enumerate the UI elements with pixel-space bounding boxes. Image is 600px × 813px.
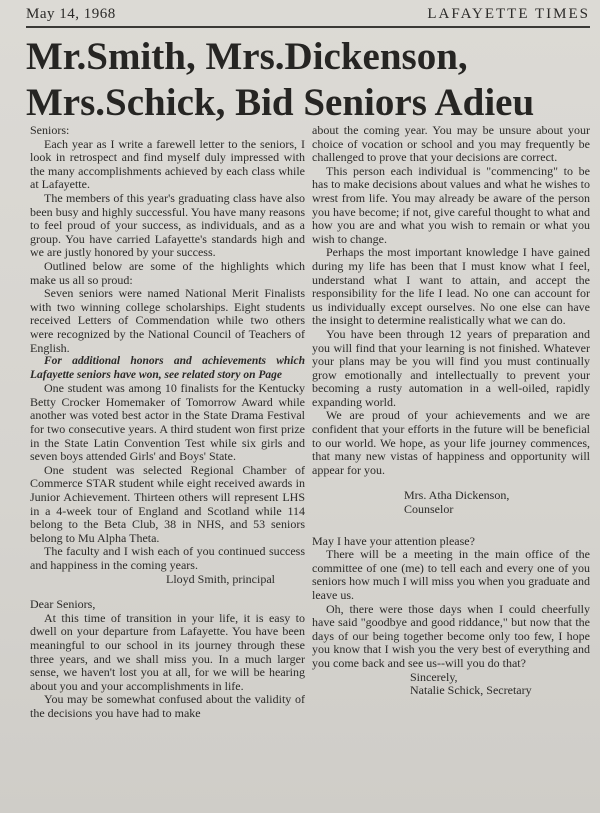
paragraph: Outlined below are some of the highlights which make us all so proud: <box>30 258 305 287</box>
signature-counselor-name: Mrs. Atha Dickenson, <box>404 488 510 503</box>
right-column <box>312 124 590 698</box>
paragraph: The members of this year's graduating class have also been busy and highly successful. You have many reasons to feel proud of your success, as individuals, and as a group. You have carried Lafayette's standards high and we are justly honored by your success. <box>30 190 305 260</box>
paragraph: There will be a meeting in the main office of the committee of one (me) to tell each and every one of you seniors how much I will miss you when you graduate and leave us. <box>312 547 590 602</box>
paragraph: May I have your attention please? <box>312 533 475 548</box>
paragraph: One student was selected Regional Chamber of Commerce STAR student while eight received awards in Junior Achievement. Thirteen others will represent LHS in a 4-week tour of England and Scotland while 114 belong to the Beta Club, 38 in NHS, and 53 seniors belong to Mu Alpha Theta. <box>30 462 305 545</box>
paragraph: You may be somewhat confused about the validity of the decisions you have had to make <box>30 692 305 720</box>
signature-secretary: Natalie Schick, Secretary <box>410 683 532 698</box>
newspaper-name: LAFAYETTE TIMES <box>427 6 590 22</box>
paragraph: Seven seniors were named National Merit Finalists with two winning college scholarships. Eight students received Letters of Commendation while two others were recognized by the National Council of Teachers of English. <box>30 286 305 355</box>
closing: Sincerely, <box>410 669 458 684</box>
salutation: Seniors: <box>30 123 70 137</box>
left-column <box>30 124 305 721</box>
editor-note: For additional honors and achievements which Lafayette seniors have won, see related story on Page <box>30 355 305 381</box>
paragraph: One student was among 10 finalists for the Kentucky Betty Crocker Homemaker of Tomorrow Award while another was voted best actor in the State Drama Festival for two consecutive years. A third student won first prize in the State Latin Convention Test while six girls and seven boys attended Girls' and Boys' State. <box>30 381 305 464</box>
paragraph: Perhaps the most important knowledge I have gained during my life has been that I must know what I feel, understand what I want to attain, and accept the responsibility for the life I lead. No one can account for us individually except ourselves. No one else can have the insight to determine realistically what we can do. <box>312 245 590 328</box>
paragraph: about the coming year. You may be unsure about your choice of vocation or school and you may frequently be challenged to prove that your decisions are correct. <box>312 123 590 165</box>
signature-principal: Lloyd Smith, principal <box>166 571 275 586</box>
paragraph: You have been through 12 years of preparation and you will find that your learning is not finished. Whatever your plans may be you will find you must continually grow emotionally and intellectually to prevent your becoming a rusty automation in a well-oiled, rapidly expanding world. <box>312 326 590 409</box>
salutation: Dear Seniors, <box>30 597 96 612</box>
paragraph: The faculty and I wish each of you continued success and happiness in the coming years. <box>30 544 305 572</box>
headline-line-1: Mr.Smith, Mrs.Dickenson, <box>26 35 468 78</box>
paragraph: Oh, there were those days when I could cheerfully have said "goodbye and good riddance," but now that the days of our being together become only too few, I hope you know that I wish you the very best of everything and you come back and see us--will you do that? <box>312 601 590 670</box>
spacer <box>312 517 590 535</box>
masthead-rule <box>26 26 590 28</box>
headline <box>26 34 590 126</box>
paragraph: We are proud of your achievements and we are confident that your efforts in the future will be beneficial to our world. We hope, as your life journey commences, that many new vistas of happiness and opportunity will appear for you. <box>312 408 590 477</box>
paragraph: This person each individual is "commencing" to be has to make decisions about values and what he wishes to wrest from life. You may already be aware of the person you have become; if not, give careful thought to what and how you are and what you wish to remain or what you wish to change. <box>312 163 590 246</box>
issue-date: May 14, 1968 <box>26 6 116 22</box>
signature-counselor-title: Counselor <box>404 502 454 517</box>
paragraph: Each year as I write a farewell letter to the seniors, I look in retrospect and find myself duly impressed with the many accomplishments achieved by each class while at Lafayette. <box>30 136 305 192</box>
headline-line-2: Mrs.Schick, Bid Seniors Adieu <box>26 81 535 124</box>
paragraph: At this time of transition in your life, it is easy to dwell on your departure from Lafayette. You have been meaningful to our school in its journey through these three years, and we shall miss you. In a much larger sense, we haven't lost you at all, for we will be hearing about you and your accomplishments in life. <box>30 610 305 693</box>
masthead <box>26 6 590 28</box>
